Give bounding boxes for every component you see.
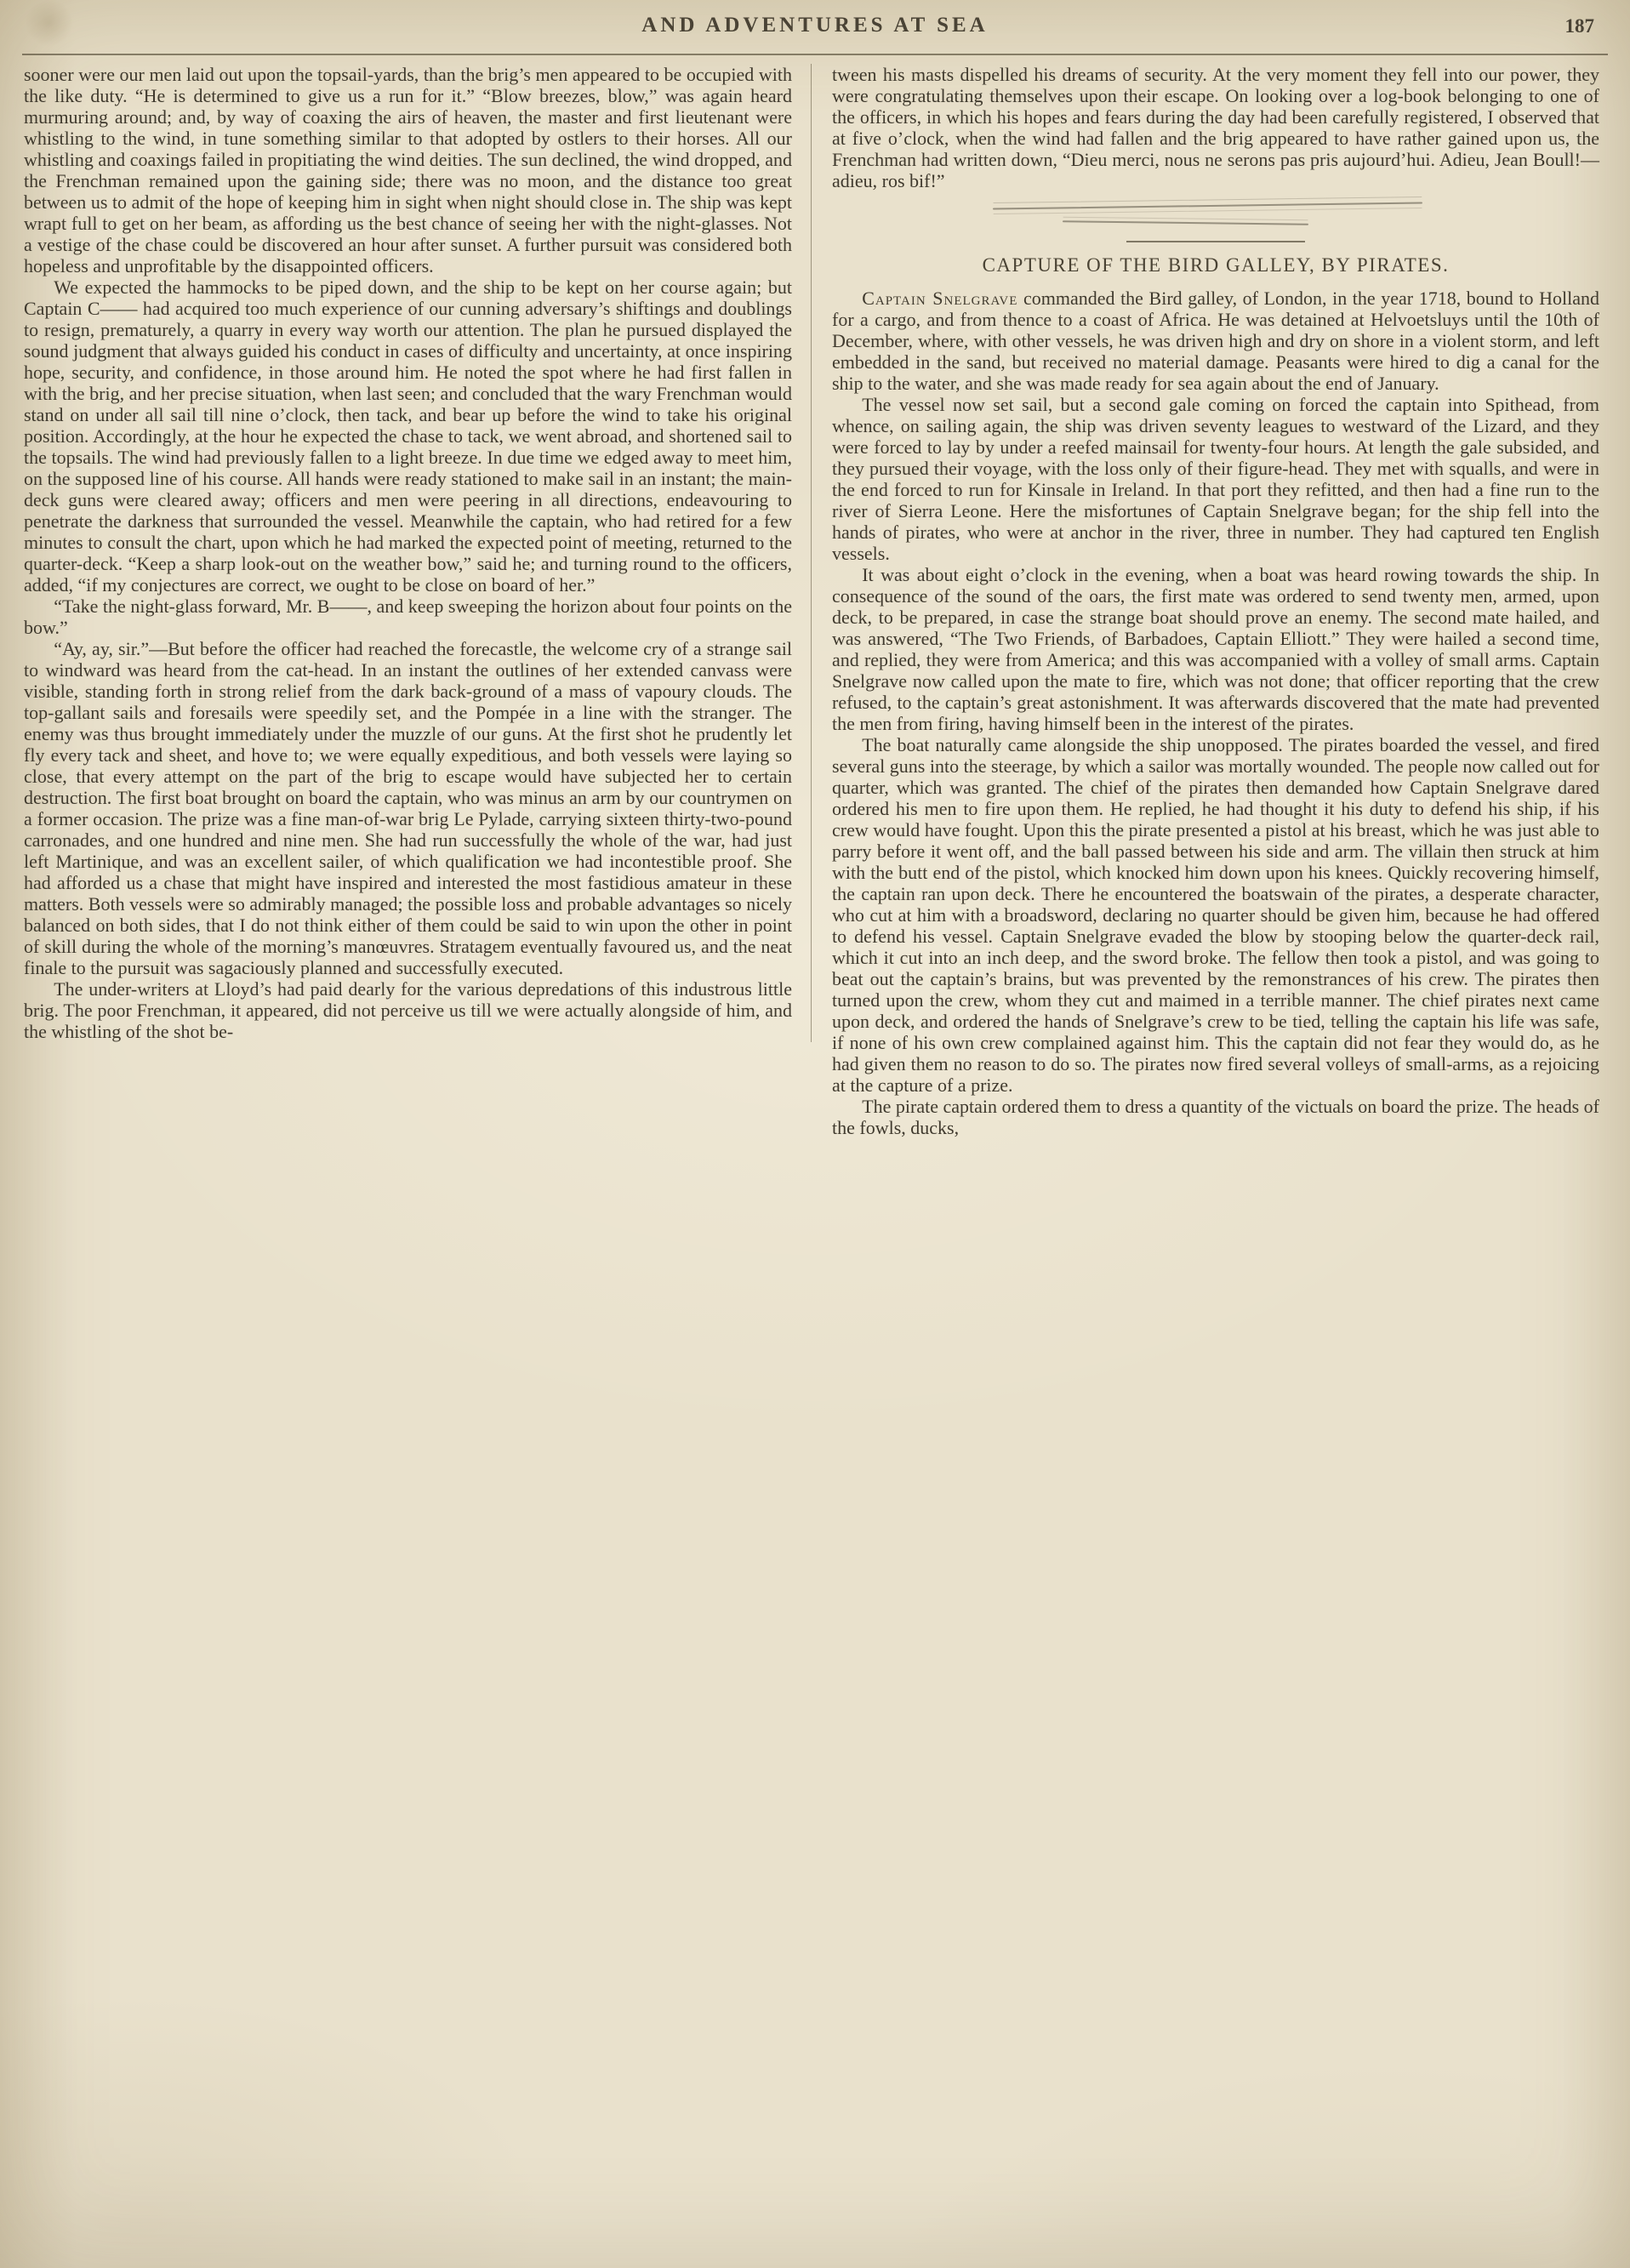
paragraph: sooner were our men laid out upon the topsail-yards, than the brig’s men appeared to be occupied with the like duty. “He is determined to give us a run for it.” “Blow breezes, blow,” was again heard murmuring around; and, by way of coaxing the airs of heaven, the master and first lieutenant were whistling to the wind, in tune something similar to that adopted by ostlers to their horses. All our whistling and coaxings failed in propitiating the wind deities. The sun declined, the wind dropped, and the Frenchman remained upon the gaining side; there was no moon, and the distance too great between us to admit of the hope of keeping him in sight when night should close in. The ship was kept wrapt full to get on her beam, as affording us the best chance of seeing her with the night-glasses. Not a vestige of the chase could be discovered an hour after sunset. A further pursuit was considered both hopeless and unprofitable by the disappointed officers. xyxy=(24,64,792,276)
paragraph: “Ay, ay, sir.”—But before the officer had reached the forecastle, the welcome cry of a strange sail to windward was heard from the cat-head. In an instant the outlines of her extended canvass were visible, standing forth in strong relief from the dark back-ground of a mass of vapoury clouds. The top-gallant sails and foresails were speedily set, and the Pompée in a line with the stranger. The enemy was thus brought immediately under the muzzle of our guns. At the first shot he prudently let fly every tack and sheet, and hove to; we were equally expeditious, and both vessels were laying so close, that every attempt on the part of the brig to escape would have subjected her to certain destruction. The first boat brought on board the captain, who was minus an arm by our countrymen on a former occasion. The prize was a fine man-of-war brig Le Pylade, carrying sixteen thirty-two-pound carronades, and one hundred and nine men. She had run successfully the whole of the war, had just left Martinique, and was an excellent sailer, of which qualification we had incontestible proof. She had afforded us a chase that might have inspired and interested the most fastidious amateur in these matters. Both vessels were so admirably managed; the possible loss and probable advantages so nicely balanced on both sides, that I do not think either of them could be said to win upon the other in point of skill during the whole of the morning’s manœuvres. Stratagem eventually favoured us, and the neat finale to the pursuit was sagaciously planned and successfully executed. xyxy=(24,638,792,978)
paragraph: The vessel now set sail, but a second gale coming on forced the captain into Spithead, from whence, on sailing again, the ship was driven seventy leagues to westward of the Lizard, and they were forced to lay by under a reefed mainsail for twenty-four hours. At length the gale subsided, and they pursued their voyage, with the loss only of their figure-head. They met with squalls, and were in the end forced to run for Kinsale in Ireland. In that port they refitted, and then had a fine run to the river of Sierra Leone. Here the misfortunes of Captain Snelgrave began; for the ship fell into the hands of pirates, who were at anchor in the river, three in number. They had captured ten English vessels. xyxy=(832,394,1599,564)
text-columns xyxy=(0,55,1630,1138)
paragraph: The under-writers at Lloyd’s had paid dearly for the various depredations of this industrous little brig. The poor Frenchman, it appeared, did not perceive us till we were actually alongside of him, and the whistling of the shot be- xyxy=(24,978,792,1042)
running-head-title: AND ADVENTURES AT SEA xyxy=(641,14,989,37)
paragraph: The pirate captain ordered them to dress a quantity of the victuals on board the prize. The heads of the fowls, ducks, xyxy=(832,1096,1599,1138)
paragraph: tween his masts dispelled his dreams of security. At the very moment they fell into our power, they were congratulating themselves upon their escape. On looking over a log-book belonging to one of the officers, in which his hopes and fears during the day had been carefully registered, I observed that at five o’clock, when the wind had fallen and the brig appeared to have rather gained upon us, the Frenchman had written down, “Dieu merci, nous ne serons pas pris aujourd’hui. Adieu, Jean Boull!—adieu, ros bif!” xyxy=(832,64,1599,191)
strike-mark xyxy=(1063,220,1308,225)
page-number: 187 xyxy=(1564,15,1594,37)
paragraph: We expected the hammocks to be piped down, and the ship to be kept on her course again; but Captain C—— had acquired too much experience of our cunning adversary’s shiftings and doublings to resign, prematurely, a quarry in every way worth our attention. The plan he pursued displayed the sound judgment that always guided his conduct in cases of difficulty and uncertainty, at once inspiring hope, security, and confidence, in those around him. He noted the spot where he had first fallen in with the brig, and her precise situation, when last seen; and concluded that the wary Frenchman would stand on under all sail till nine o’clock, then tack, and bear up before the wind to take his original position. Accordingly, at the hour he expected the chase to tack, we went abroad, and shortened sail to the topsails. The wind had previously fallen to a light breeze. In due time we edged away to meet him, on the supposed line of his course. All hands were ready stationed to make sail in an instant; the main-deck guns were cleared away; officers and men were peering in all directions, endeavouring to penetrate the darkness that surrounded the vessel. Meanwhile the captain, who had retired for a few minutes to consult the chart, upon which he had marked the expected point of meeting, returned to the quarter-deck. “Keep a sharp look-out on the weather bow,” said he; and turning round to the officers, added, “if my conjectures are correct, we ought to be close on board of her.” xyxy=(24,276,792,595)
left-column xyxy=(24,64,812,1042)
running-header xyxy=(0,0,1630,49)
right-column xyxy=(812,64,1599,1138)
strike-mark xyxy=(993,202,1422,209)
section-heading: CAPTURE OF THE BIRD GALLEY, BY PIRATES. xyxy=(982,254,1450,276)
paragraph-text: commanded the Bird galley, of London, in the year 1718, bound to Holland for a cargo, and from thence to a coast of Africa. He was detained at Helvoetsluys until the 10th of December, where, with other vessels, he was driven high and dry on shore in a violent storm, and left embedded in the sand, but received no material damage. Peasants were hired to dig a canal for the ship to the water, and she was made ready for sea again about the end of January. xyxy=(832,288,1599,394)
struck-out-handwriting xyxy=(832,195,1599,232)
section-divider-rule xyxy=(1126,241,1305,242)
paragraph: “Take the night-glass forward, Mr. B——, and keep sweeping the horizon about four points on the bow.” xyxy=(24,595,792,638)
paragraph: It was about eight o’clock in the evening, when a boat was heard rowing towards the ship. In consequence of the sound of the oars, the first mate was ordered to send twenty men, armed, upon deck, to be prepared, in case the strange boat should prove an enemy. The second mate hailed, and was answered, “The Two Friends, of Barbadoes, Captain Elliott.” They were hailed a second time, and replied, they were from America; and this was accompanied with a volley of small arms. Captain Snelgrave now called upon the mate to fire, which was not done; that officer reporting that the crew refused, to the captain’s great astonishment. It was afterwards discovered that the mate had prevented the men from firing, having himself been in the interest of the pirates. xyxy=(832,564,1599,734)
lead-in-small-caps: Captain Snelgrave xyxy=(862,288,1018,309)
paragraph xyxy=(832,288,1599,394)
paragraph: The boat naturally came alongside the ship unopposed. The pirates boarded the vessel, and fired several guns into the steerage, by which a sailor was mortally wounded. The people now called out for quarter, which was granted. The chief of the pirates then demanded how Captain Snelgrave dared ordered his men to fire upon them. He replied, he had thought it his duty to defend his ship, if his crew would have fought. Upon this the pirate presented a pistol at his breast, which he was just able to parry before it went off, and the ball passed between his side and arm. The villain then struck at him with the butt end of the pistol, which knocked him down upon his knees. Quickly recovering himself, the captain ran upon deck. There he encountered the boatswain of the pirates, a desperate character, who cut at him with a broadsword, declaring no quarter should be given him, because he had offered to defend his vessel. Captain Snelgrave evaded the blow by stooping below the quarter-deck rail, which it cut into an inch deep, and the sword broke. The fellow then took a pistol, and was going to beat out the captain’s brains, but was prevented by the remonstrances of his crew. The pirates then turned upon the crew, whom they cut and maimed in a terrible manner. The chief pirates next came upon deck, and ordered the hands of Snelgrave’s crew to be tied, telling the captain his life was safe, if none of his own crew complained against him. This the captain did not fear they would do, as he had given them no reason to do so. The pirates now fired several volleys of small-arms, as a rejoicing at the capture of a prize. xyxy=(832,734,1599,1096)
